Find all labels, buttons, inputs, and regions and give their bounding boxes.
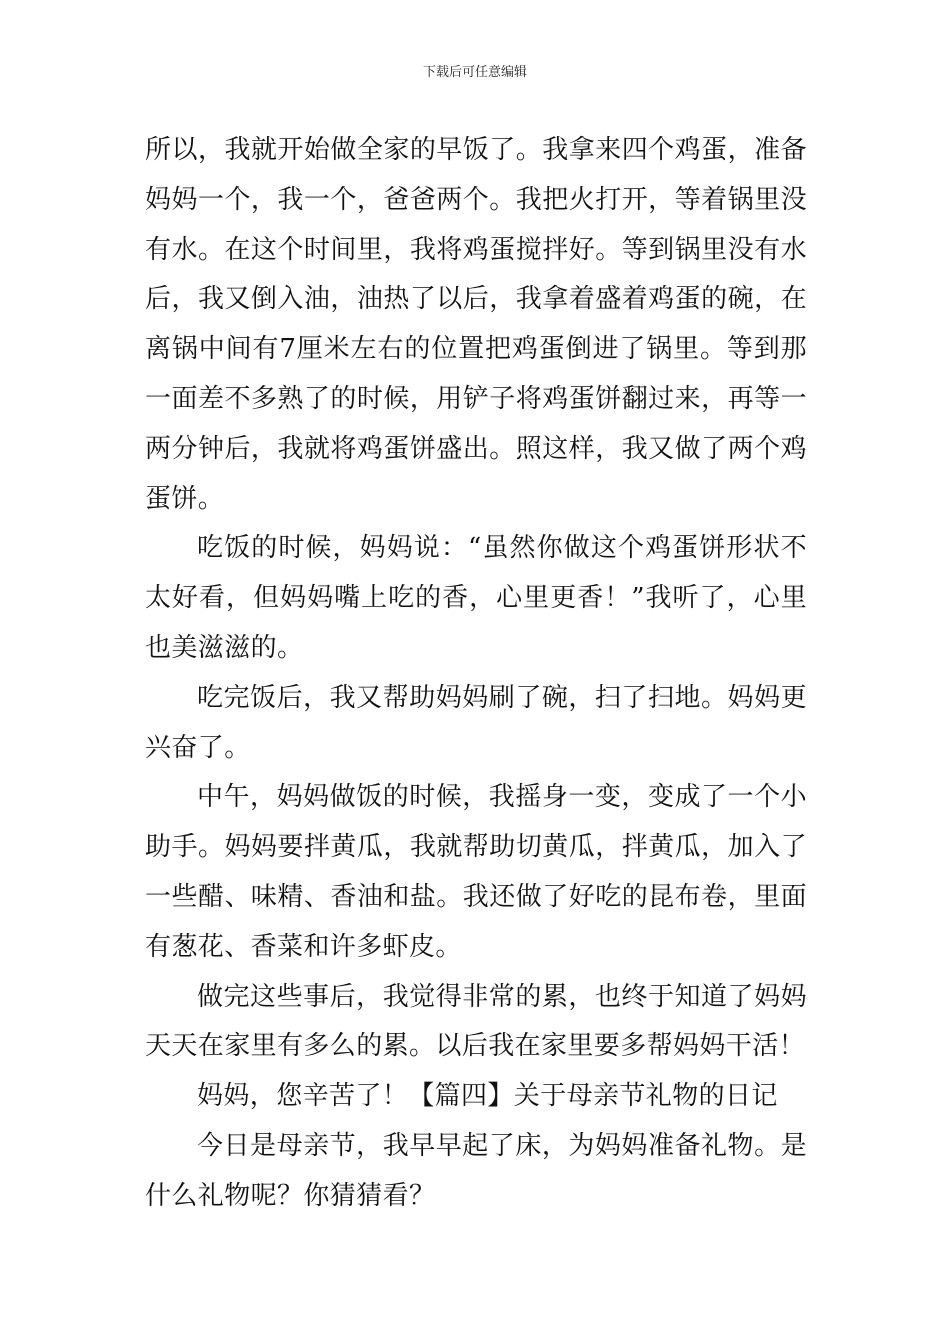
- paragraph-4: 中午，妈妈做饭的时候，我摇身一变，变成了一个小助手。妈妈要拌黄瓜，我就帮助切黄瓜，拌黄瓜，加入了一些醋、味精、香油和盐。我还做了好吃的昆布卷，里面有葱花、香菜和许多虾皮。: [145, 782, 807, 962]
- paragraph-3: 吃完饭后，我又帮助妈妈刷了碗，扫了扫地。妈妈更兴奋了。: [145, 682, 807, 763]
- paragraph-7: 今日是母亲节，我早早起了床，为妈妈准备礼物。是什么礼物呢？你猜猜看？: [145, 1130, 807, 1211]
- paragraph-6: 妈妈，您辛苦了！【篇四】关于母亲节礼物的日记: [197, 1081, 778, 1112]
- paragraph-5: 做完这些事后，我觉得非常的累，也终于知道了妈妈天天在家里有多么的累。以后我在家里要多帮妈妈干活！: [145, 981, 807, 1062]
- paragraph-2: 吃饭的时候，妈妈说：“虽然你做这个鸡蛋饼形状不太好看，但妈妈嘴上吃的香，心里更香！”我听了，心里也美滋滋的。: [145, 533, 807, 663]
- document-body: [145, 126, 807, 1222]
- paragraph-1: 所以，我就开始做全家的早饭了。我拿来四个鸡蛋，准备妈妈一个，我一个，爸爸两个。我把火打开，等着锅里没有水。在这个时间里，我将鸡蛋搅拌好。等到锅里没有水后，我又倒入油，油热了以后，我拿着盛着鸡蛋的碗，在离锅中间有7厘米左右的位置把鸡蛋倒进了锅里。等到那一面差不多熟了的时候，用铲子将鸡蛋饼翻过来，再等一两分钟后，我就将鸡蛋饼盛出。照这样，我又做了两个鸡蛋饼。: [145, 135, 807, 514]
- page-header: 下载后可任意编辑: [422, 65, 527, 80]
